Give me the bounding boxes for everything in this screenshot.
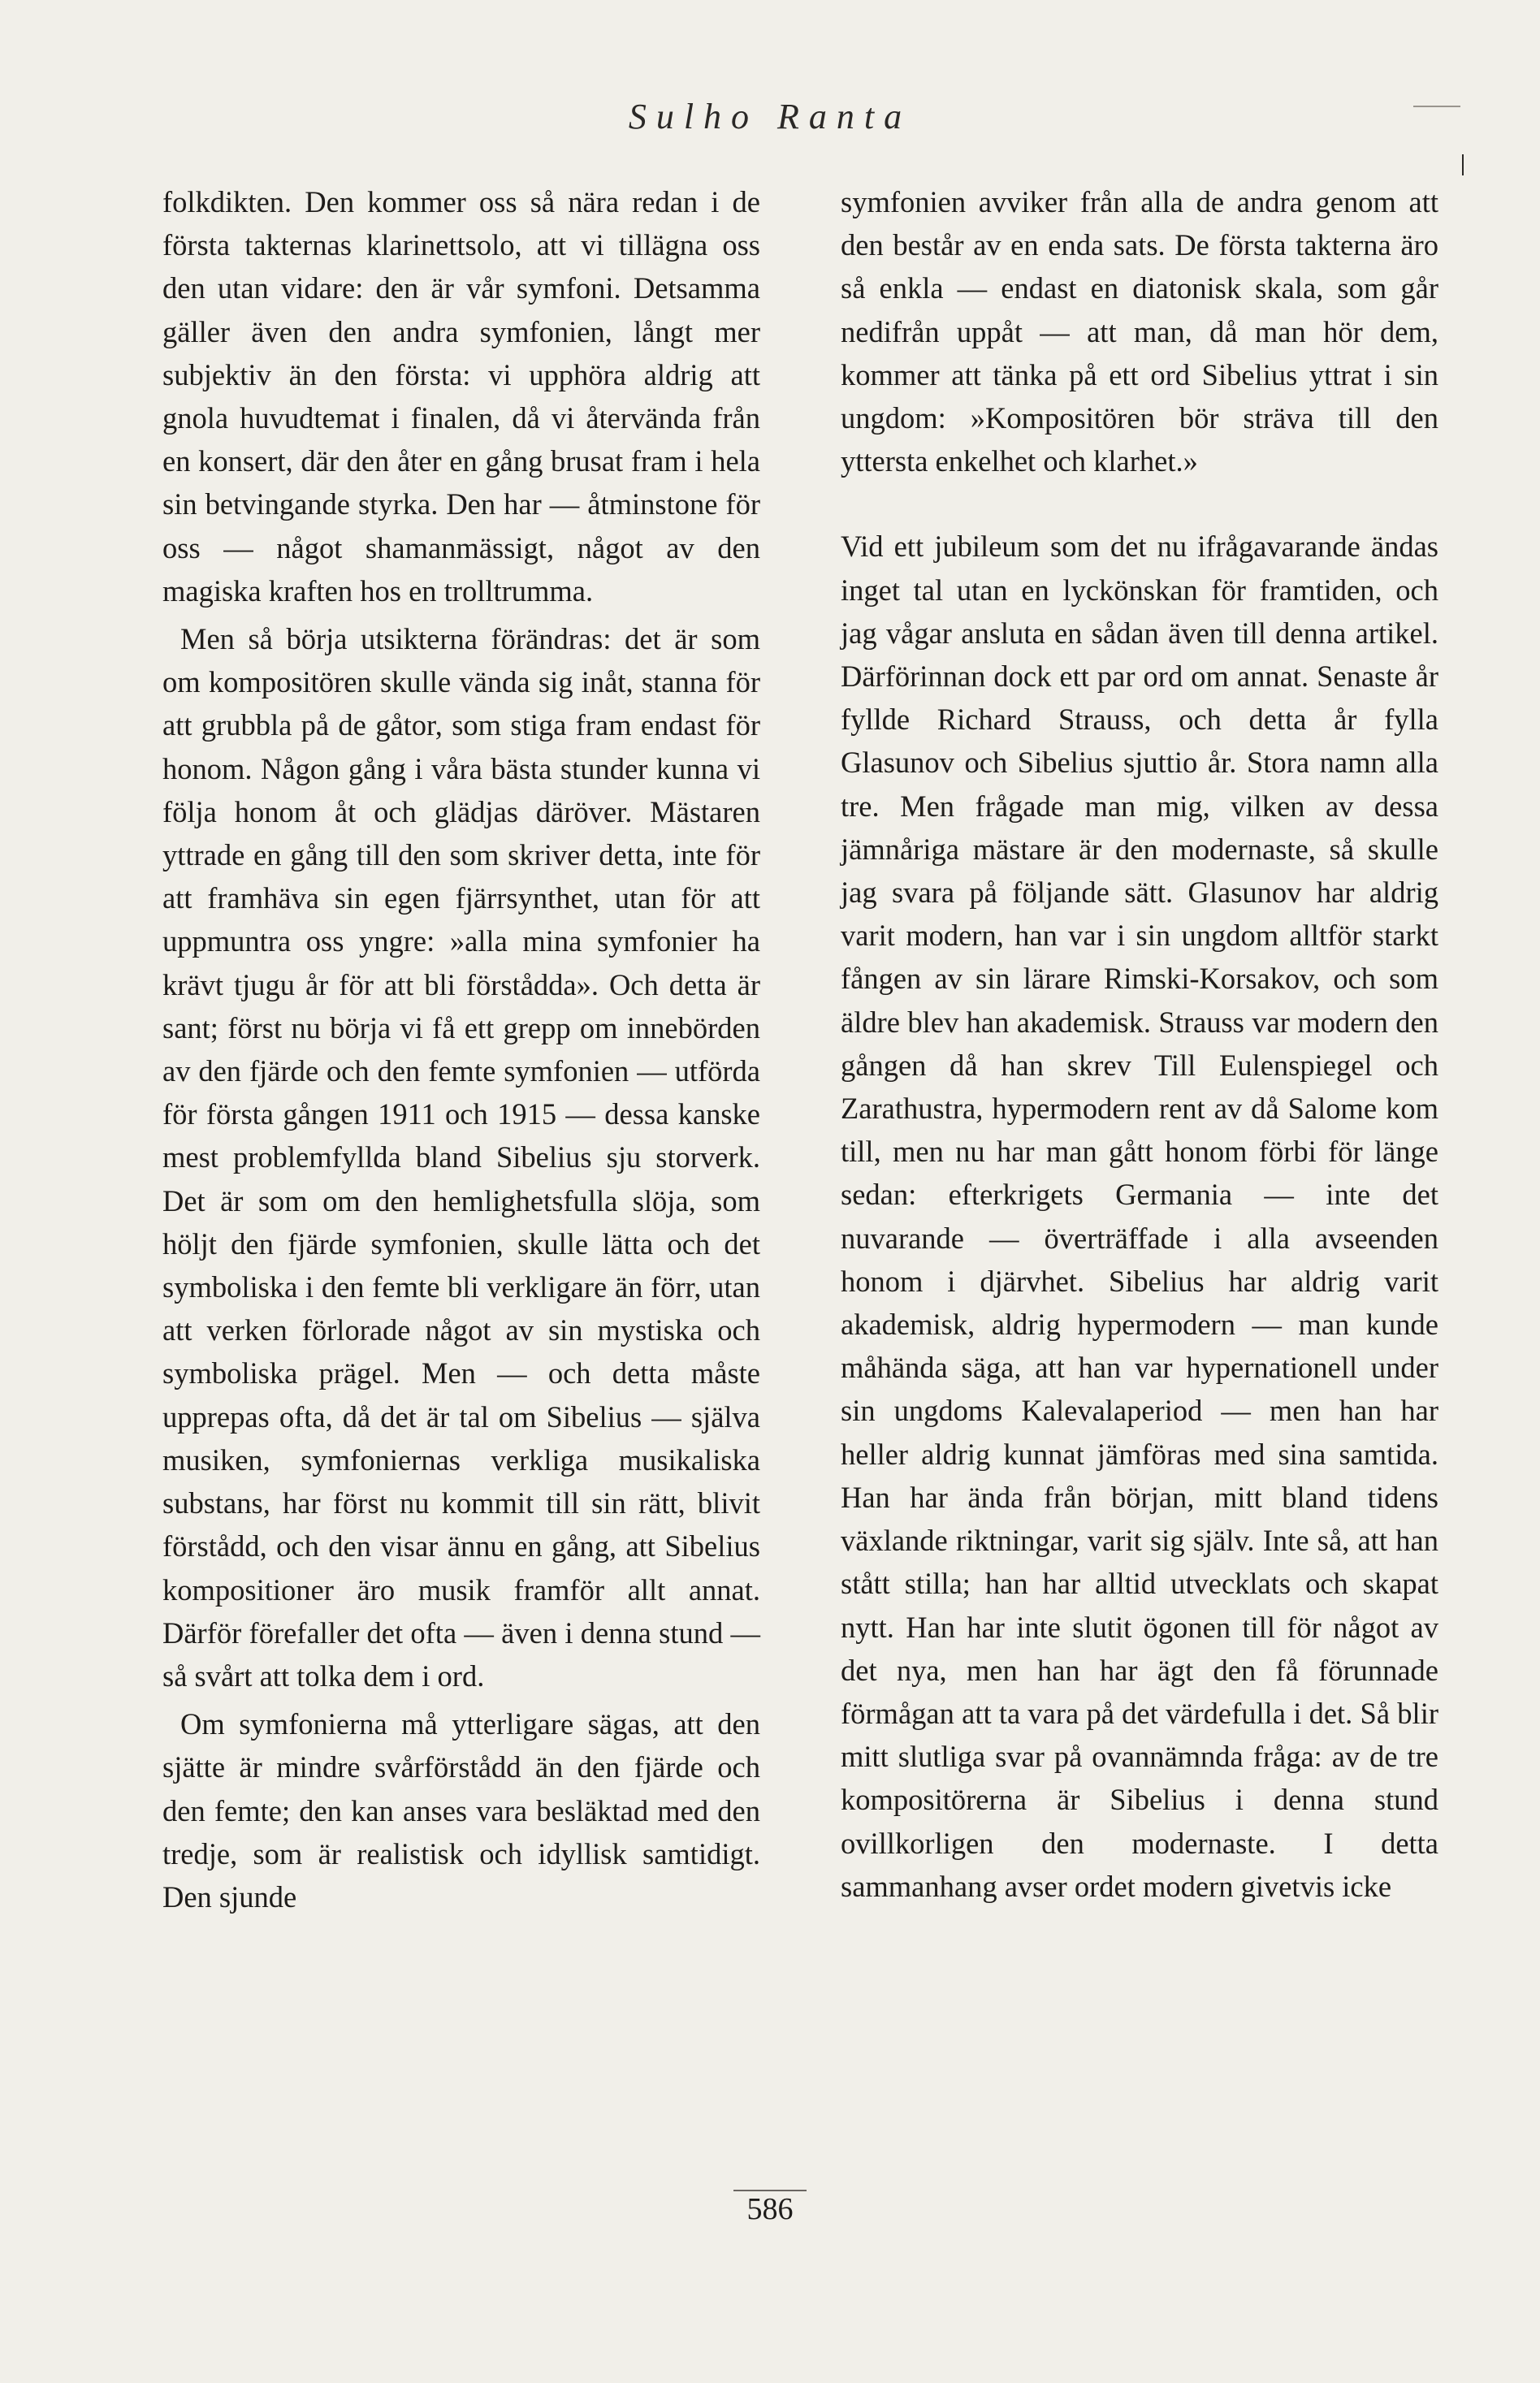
page-number-block xyxy=(0,2191,1540,2227)
paragraph: Vid ett jubileum som det nu ifrågavarande ändas inget tal utan en lyckönskan för framtiden, och jag vågar ansluta en sådan även till denna artikel. Därförinnan dock ett par ord om annat. Senaste år fyllde Richard Strauss, och detta år fylla Glasunov och Sibelius sjuttio år. Stora namn alla tre. Men frågade man mig, vilken av dessa jämnåriga mästare är den modernaste, så skulle jag svara på följande sätt. Glasunov har aldrig varit modern, han var i sin ungdom alltför starkt fången av sin lärare Rimski-Korsakov, och som äldre blev han akademisk. Strauss var modern den gången då han skrev Till Eulenspiegel och Zarathustra, hypermodern rent av då Salome kom till, men nu har man gått honom förbi för länge sedan: efterkrigets Germania — inte det nuvarande — överträffade i alla avseenden honom i djärvhet. Sibelius har aldrig varit akademisk, aldrig hypermodern — man kunde måhända säga, att han var hypernationell under sin ungdoms Kalevalaperiod — men han har heller aldrig kunnat jämföras med sina samtida. Han har ända från början, mitt bland tidens växlande riktningar, varit sig själv. Inte så, att han stått stilla; han har alltid utvecklats och skapat nytt. Han har inte slutit ögonen till för något av det nya, men han har ägt den få förunnade förmågan att ta vara på det värdefulla i det. Så blir mitt slutliga svar på ovannämnda fråga: av de tre kompositörerna är Sibelius i denna stund ovillkorligen den modernaste. I detta sammanhang avser ordet modern givetvis icke xyxy=(841,530,1438,1903)
left-column xyxy=(162,180,760,1918)
page-number-rule xyxy=(733,2190,807,2191)
paragraph: Men så börja utsikterna förändras: det är som om kompositören skulle vända sig inåt, stanna för att grubbla på de gåtor, som stiga fram endast för honom. Någon gång i våra bästa stunder kunna vi följa honom åt och glädjas däröver. Mästaren yttrade en gång till den som skriver detta, inte för att framhäva sin egen fjärrsynthet, utan för att uppmuntra oss yngre: »alla mina symfonier ha krävt tjugu år för att bli förstådda». Och detta är sant; först nu börja vi få ett grepp om innebörden av den fjärde och den femte symfonien — utförda för första gången 1911 och 1915 — dessa kanske mest problemfyllda bland Sibelius sju storverk. Det är som om den hemlighetsfulla slöja, som höljt den fjärde symfonien, skulle lätta och det symboliska i den femte bli verkligare än förr, utan att verken förlorade något av sin mystiska och symboliska prägel. Men — och detta måste upprepas ofta, då det är tal om Sibelius — själva musiken, symfoniernas verkliga musikaliska substans, har först nu kommit till sin rätt, blivit förstådd, och den visar ännu en gång, att Sibelius kompositioner äro musik framför allt annat. Därför förefaller det ofta — även i denna stund — så svårt att tolka dem i ord. xyxy=(162,622,760,1693)
paragraph: folkdikten. Den kommer oss så nära redan i de första takternas klarinettsolo, att vi tillägna oss den utan vidare: den är vår symfoni. Detsamma gäller även den andra symfonien, långt mer subjektiv än den första: vi upphöra aldrig att gnola huvudtemat i finalen, då vi återvända från en konsert, där den åter en gång brusat fram i hela sin betvingande styrka. Den har — åtminstone för oss — något shamanmässigt, något av den magiska kraften hos en trolltrumma. xyxy=(162,185,760,608)
running-header: Sulho Ranta xyxy=(628,97,912,136)
scan-mark-tick xyxy=(1462,154,1464,175)
right-column xyxy=(841,180,1438,1908)
paragraph: Om symfonierna må ytterligare sägas, att den sjätte är mindre svårförstådd än den fjärde och den femte; den kan anses vara besläktad med den tredje, som är realistisk och idyllisk samtidigt. Den sjunde xyxy=(162,1707,760,1914)
paragraph: symfonien avviker från alla de andra genom att den består av en enda sats. De första takterna äro så enkla — endast en diatonisk skala, som går nedifrån uppåt — att man, då man hör dem, kommer att tänka på ett ord Sibelius yttrat i sin ungdom: »Kompositören bör sträva till den yttersta enkelhet och klarhet.» xyxy=(841,185,1438,478)
page-number: 586 xyxy=(746,2192,794,2226)
